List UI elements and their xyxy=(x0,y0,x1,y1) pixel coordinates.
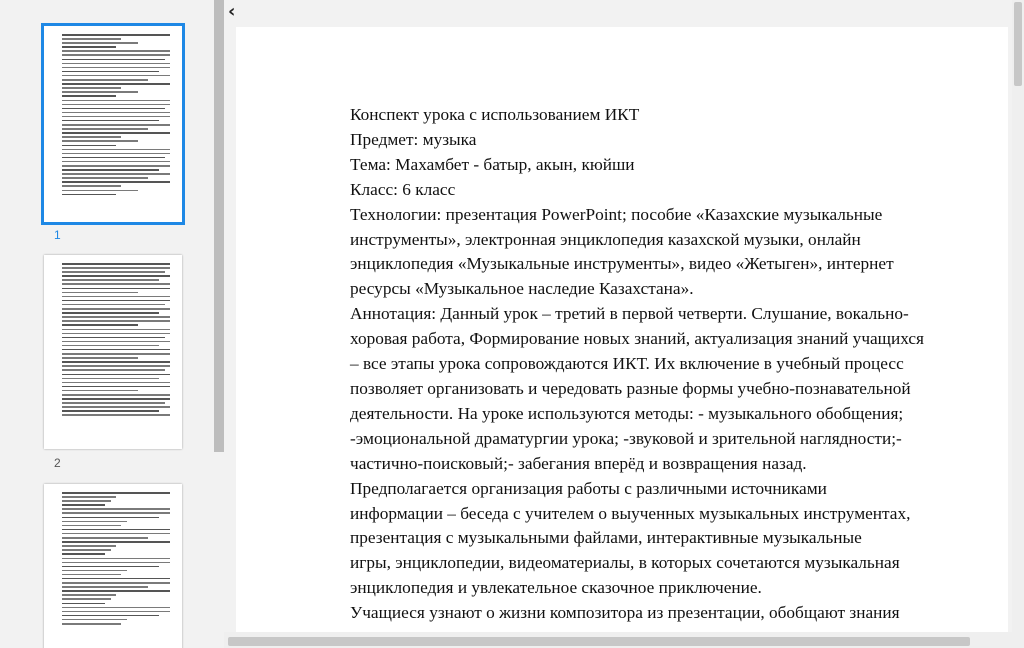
thumbnail-text-line xyxy=(62,83,170,85)
thumbnail-text-line xyxy=(62,500,111,502)
thumbnail-text-line xyxy=(62,594,116,596)
horizontal-scrollbar-thumb[interactable] xyxy=(228,637,970,646)
thumbnail-text-line xyxy=(62,598,111,600)
thumbnail-text-line xyxy=(62,402,165,404)
document-line: -эмоциональной драматургии урока; -звуковой и зрительной наглядности;- xyxy=(350,428,902,448)
thumbnail-text-line xyxy=(62,615,159,617)
thumbnail-text-line xyxy=(62,145,116,147)
thumbnail-text-line xyxy=(62,496,116,498)
thumbnail-text-line xyxy=(62,545,116,547)
thumbnail-text-line xyxy=(62,177,148,179)
thumbnail-text-line xyxy=(62,87,121,89)
thumbnail-text-line xyxy=(62,95,116,97)
thumbnail-text-line xyxy=(62,365,170,367)
thumbnail-text-line xyxy=(62,116,170,118)
thumbnail-sidebar xyxy=(0,0,212,648)
thumbnail-text-line xyxy=(62,349,170,351)
thumbnail-text-line xyxy=(62,378,159,380)
document-line: Класс: 6 класс xyxy=(350,179,456,199)
thumbnail-text-line xyxy=(62,414,170,416)
thumbnail-text-line xyxy=(62,120,159,122)
document-line: Тема: Махамбет - батыр, акын, кюйши xyxy=(350,154,635,174)
thumbnail-text-line xyxy=(62,398,170,400)
thumbnail-text-line xyxy=(62,185,121,187)
thumbnail-text-line xyxy=(62,607,170,609)
document-line: инструменты», электронная энциклопедия казахской музыки, онлайн xyxy=(350,229,861,249)
page-thumbnail-1[interactable] xyxy=(44,26,182,222)
thumbnail-text-line xyxy=(62,553,105,555)
thumbnail-text-line xyxy=(62,149,170,151)
thumbnail-text-line xyxy=(62,169,159,171)
thumbnail-text-line xyxy=(62,337,165,339)
document-line: деятельности. На уроке используются методы: - музыкального обобщения; xyxy=(350,403,904,423)
thumbnail-text-line xyxy=(62,570,127,572)
thumbnail-text-line xyxy=(62,341,170,343)
thumbnail-text-line xyxy=(62,124,170,126)
thumbnail-text-line xyxy=(62,296,170,298)
thumbnail-text-line xyxy=(62,537,148,539)
thumbnail-text-line xyxy=(62,619,127,621)
thumbnail-text-line xyxy=(62,75,170,77)
document-line: презентация с музыкальными файлами, интерактивные музыкальные xyxy=(350,528,862,548)
thumbnail-text-line xyxy=(62,586,148,588)
document-line: – все этапы урока сопровождаются ИКТ. Их включение в учебный процесс xyxy=(350,354,904,374)
document-line: ресурсы «Музыкальное наследие Казахстана». xyxy=(350,279,694,299)
thumbnail-text-line xyxy=(62,38,121,40)
document-line: хоровая работа, Формирование новых знаний, актуализация знаний учащихся xyxy=(350,329,925,349)
thumbnail-text-line xyxy=(62,165,170,167)
thumbnail-text-line xyxy=(62,67,170,69)
document-line: энциклопедия и увлекательное сказочное приключение. xyxy=(350,578,762,598)
thumbnail-text-line xyxy=(62,611,170,613)
thumbnail-text-line xyxy=(62,374,170,376)
sidebar-splitter[interactable] xyxy=(214,0,224,452)
thumbnail-text-line xyxy=(62,279,159,281)
thumbnail-text-line xyxy=(62,529,170,531)
thumbnail-text-line xyxy=(62,574,121,576)
collapse-sidebar-chevron-icon[interactable]: ‹ xyxy=(228,1,236,22)
document-line: Технологии: презентация PowerPoint; пособие «Казахские музыкальные xyxy=(350,204,883,224)
document-line: информации – беседа с учителем о выученных музыкальных инструментах, xyxy=(350,503,911,523)
thumbnail-text-line xyxy=(62,361,170,363)
thumbnail-text-line xyxy=(62,42,138,44)
thumbnail-text-line xyxy=(62,623,121,625)
thumbnail-text-line xyxy=(62,46,116,48)
thumbnail-text-line xyxy=(62,267,170,269)
thumbnail-text-line xyxy=(62,50,170,52)
thumbnail-text-line xyxy=(62,312,159,314)
thumbnail-text-line xyxy=(62,91,138,93)
vertical-scrollbar-track[interactable] xyxy=(1012,0,1024,632)
thumbnail-text-line xyxy=(62,104,170,106)
thumbnail-text-line xyxy=(62,181,170,183)
thumbnail-text-line xyxy=(62,300,170,302)
document-line: Конспект урока с использованием ИКТ xyxy=(350,105,640,124)
thumbnail-text-line xyxy=(62,562,170,564)
thumbnail-text-line xyxy=(62,566,159,568)
thumbnail-text-line xyxy=(62,603,105,605)
thumbnail-text-line xyxy=(62,128,148,130)
thumbnail-text-line xyxy=(62,271,165,273)
thumbnail-text-line xyxy=(62,173,170,175)
thumbnail-text-line xyxy=(62,353,170,355)
thumbnail-text-line xyxy=(62,71,159,73)
thumbnail-text-line xyxy=(62,308,170,310)
thumbnail-text-line xyxy=(62,521,127,523)
vertical-scrollbar-thumb[interactable] xyxy=(1014,2,1022,86)
thumbnail-text-line xyxy=(62,34,170,36)
thumbnail-text-line xyxy=(62,386,170,388)
thumbnail-text-line xyxy=(62,329,170,331)
thumbnail-text-line xyxy=(62,369,165,371)
page-number-2: 2 xyxy=(54,456,61,470)
thumbnail-text-line xyxy=(62,410,159,412)
thumbnail-text-line xyxy=(62,382,170,384)
page-number-1: 1 xyxy=(54,228,61,242)
thumbnail-text-line xyxy=(62,140,138,142)
thumbnail-text-line xyxy=(62,283,170,285)
thumbnail-text-line xyxy=(62,63,170,65)
thumbnail-text-line xyxy=(62,292,138,294)
thumbnail-text-line xyxy=(62,357,138,359)
thumbnail-text-line xyxy=(62,263,170,265)
thumbnail-text-line xyxy=(62,541,170,543)
thumbnail-text-line xyxy=(62,100,170,102)
document-line: позволяет организовать и чередовать разные формы учебно-познавательной xyxy=(350,378,911,398)
document-line: Учащиеся узнают о жизни композитора из презентации, обобщают знания xyxy=(350,603,900,623)
thumbnail-text-line xyxy=(62,345,159,347)
thumbnail-text-line xyxy=(62,582,170,584)
thumbnail-text-line xyxy=(62,157,165,159)
thumbnail-text-line xyxy=(62,578,170,580)
thumbnail-text-line xyxy=(62,394,170,396)
document-line: энциклопедия «Музыкальные инструменты», видео «Жетыген», интернет xyxy=(350,254,894,274)
thumbnail-text-line xyxy=(62,492,170,494)
thumbnail-text-line xyxy=(62,153,170,155)
thumbnail-text-line xyxy=(62,533,170,535)
thumbnail-text-line xyxy=(62,316,170,318)
thumbnail-text-line xyxy=(62,190,138,192)
thumbnail-text-line xyxy=(62,558,170,560)
thumbnail-text-line xyxy=(62,132,170,134)
thumbnail-text-line xyxy=(62,275,170,277)
thumbnail-text-line xyxy=(62,136,121,138)
page-thumbnail-3[interactable] xyxy=(44,484,182,648)
document-line: Предмет: музыка xyxy=(350,129,477,149)
thumbnail-text-line xyxy=(62,112,170,114)
thumbnail-text-line xyxy=(62,324,138,326)
page-thumbnail-2[interactable] xyxy=(44,255,182,449)
thumbnail-text-line xyxy=(62,390,138,392)
thumbnail-text-line xyxy=(62,54,170,56)
thumbnail-text-line xyxy=(62,508,170,510)
thumbnail-text-line xyxy=(62,288,170,290)
thumbnail-text-line xyxy=(62,59,165,61)
thumbnail-text-line xyxy=(62,108,165,110)
thumbnail-text-line xyxy=(62,590,170,592)
document-line: игры, энциклопедии, видеоматериалы, в которых сочетаются музыкальная xyxy=(350,553,900,573)
thumbnail-text-line xyxy=(62,517,159,519)
thumbnail-text-line xyxy=(62,504,105,506)
thumbnail-text-line xyxy=(62,161,170,163)
document-line: частично-поисковый;- забегания вперёд и возвращения назад. xyxy=(350,453,807,473)
document-line: Аннотация: Данный урок – третий в первой четверти. Слушание, вокально- xyxy=(350,304,909,324)
thumbnail-text-line xyxy=(62,525,121,527)
thumbnail-text-line xyxy=(62,320,170,322)
thumbnail-text-line xyxy=(62,304,165,306)
document-page xyxy=(236,27,1008,637)
thumbnail-text-line xyxy=(62,406,170,408)
document-line: Предполагается организация работы с различными источниками xyxy=(350,478,827,498)
thumbnail-text-line xyxy=(62,333,170,335)
document-text xyxy=(350,103,990,626)
thumbnail-text-line xyxy=(62,512,170,514)
thumbnail-text-line xyxy=(62,79,148,81)
thumbnail-text-line xyxy=(62,549,111,551)
thumbnail-text-line xyxy=(62,194,116,196)
